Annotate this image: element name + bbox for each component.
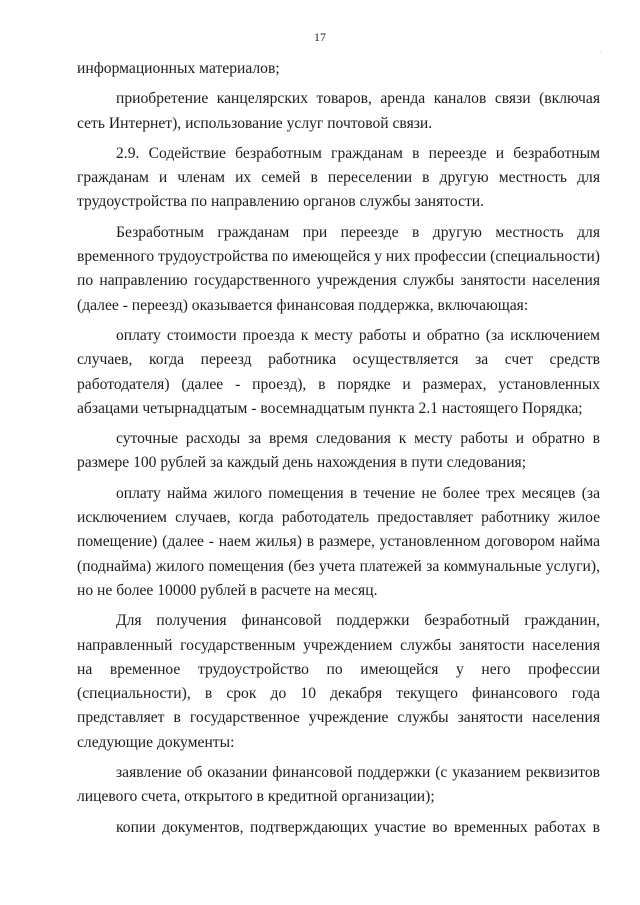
paragraph: информационных материалов;	[77, 60, 280, 77]
document-body	[77, 57, 600, 840]
paragraph: копии документов, подтверждающих участие во временных работах в	[116, 818, 600, 836]
paragraph: Для получения финансовой поддержки безработный гражданин, направленный государственным учреждением службы занятости населения на временное трудоустройство по имеющейся у него профессии (специальности), в срок до 10 декабря текущего финансового года представляет в государственное учреждение службы занятости населения следующие документы:	[77, 612, 600, 751]
paragraph: оплату стоимости проезда к месту работы и обратно (за исключением случаев, когда переезд работника осуществляется за счет средств работодателя) (далее - проезд), в порядке и размерах, установленных абзацами четырнадцатым - восемнадцатым пункта 2.1 настоящего Порядка;	[77, 326, 600, 417]
scan-mark: ·	[600, 50, 602, 56]
paragraph: 2.9. Содействие безработным гражданам в переезде и безработным гражданам и членам их семей в переселении в другую местность для трудоустройства по направлению органов службы занятости.	[77, 144, 600, 211]
paragraph: суточные расходы за время следования к месту работы и обратно в размере 100 рублей за каждый день нахождения в пути следования;	[77, 430, 600, 472]
paragraph: заявление об оказании финансовой поддержки (с указанием реквизитов лицевого счета, открытого в кредитной организации);	[77, 764, 600, 806]
paragraph: Безработным гражданам при переезде в другую местность для временного трудоустройства по имеющейся у них профессии (специальности) по направлению государственного учреждения службы занятости населения (далее - переезд) оказывается финансовая поддержка, включающая:	[77, 223, 600, 314]
page-number: 17	[314, 30, 326, 44]
paragraph: приобретение канцелярских товаров, аренда каналов связи (включая сеть Интернет), использование услуг почтовой связи.	[77, 90, 600, 132]
paragraph: оплату найма жилого помещения в течение не более трех месяцев (за исключением случаев, когда работодатель предоставляет работнику жилое помещение) (далее - наем жилья) в размере, установленном договором найма (поднайма) жилого помещения (без учета платежей за коммунальные услуги), но не более 10000 рублей в расчете на месяц.	[77, 484, 600, 599]
